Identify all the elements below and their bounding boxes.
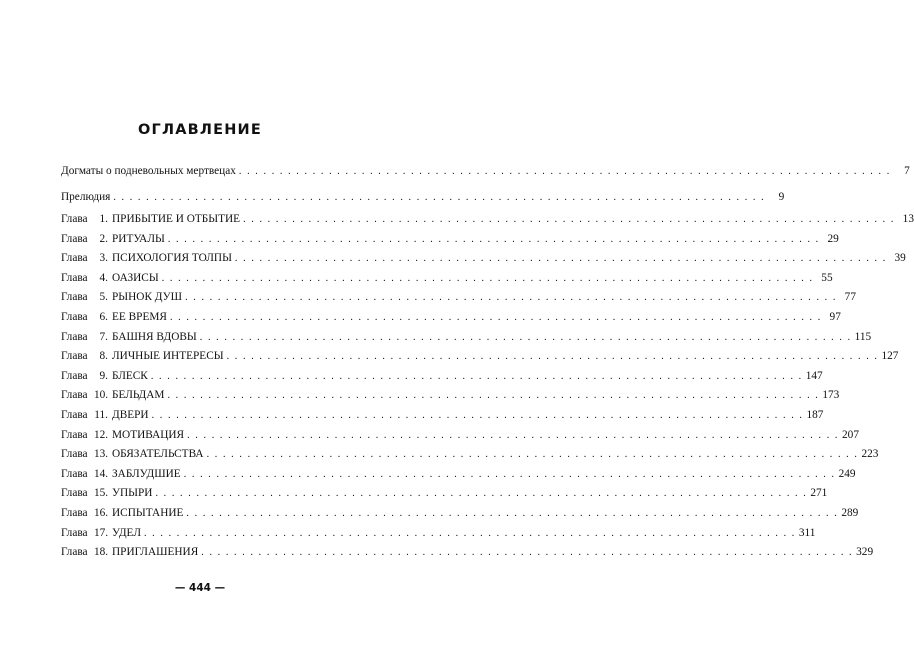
entry-page: 127: [881, 350, 899, 363]
entry-page: 329: [856, 546, 874, 559]
toc-entry-chapter: [61, 251, 906, 266]
chapter-word: Глава: [61, 409, 88, 421]
entry-title: БЛЕСК: [112, 369, 148, 382]
entry-page: 271: [810, 487, 828, 500]
toc-entry-chapter: [61, 408, 824, 423]
chapter-number: 1.: [99, 213, 108, 225]
page-number: — 444 —: [174, 582, 226, 594]
entry-page: 249: [838, 467, 856, 480]
entry-title: Прелюдия: [61, 191, 111, 203]
chapter-word: Глава: [61, 428, 88, 441]
entry-page: 9: [778, 191, 785, 203]
chapter-number: 8.: [99, 350, 108, 363]
chapter-number: 13.: [94, 448, 109, 461]
entry-page: 187: [806, 409, 824, 421]
entry-title: БАШНЯ ВДОВЫ: [112, 330, 197, 343]
entry-page: 39: [894, 252, 906, 265]
toc-entry-chapter: [61, 349, 899, 364]
dot-leader: . . . . . . . . . . . . . . . . . . . . . . . . . . . . . . . . . . . . . . . . . . . . . . . . . . . . . . . . . . . . . . . . . . . . . . . . . . . . . . . .: [167, 233, 820, 245]
dot-leader: . . . . . . . . . . . . . . . . . . . . . . . . . . . . . . . . . . . . . . . . . . . . . . . . . . . . . . . . . . . . . . . . . . . . . . . . . . . . . . . .: [185, 292, 837, 304]
toc-entry-chapter: [61, 388, 840, 403]
chapter-number: 18.: [94, 546, 109, 559]
chapter-number: 16.: [94, 507, 109, 519]
dot-leader: . . . . . . . . . . . . . . . . . . . . . . . . . . . . . . . . . . . . . . . . . . . . . . . . . . . . . . . . . . . . . . . . . . . . . . . . . . . . . . . .: [155, 488, 808, 500]
chapter-number: 4.: [99, 271, 108, 284]
chapter-number: 11.: [94, 409, 108, 421]
entry-page: 289: [841, 507, 859, 519]
chapter-number: 9.: [99, 369, 108, 382]
dot-leader: . . . . . . . . . . . . . . . . . . . . . . . . . . . . . . . . . . . . . . . . . . . . . . . . . . . . . . . . . . . . . . . . . . . . . . . . . . . . . . . .: [243, 214, 895, 225]
toc-entry-chapter: [61, 545, 874, 560]
chapter-word: Глава: [61, 252, 88, 265]
toc-entry-chapter: [61, 506, 859, 521]
entry-page: 223: [861, 448, 879, 461]
toc-entry-chapter: [61, 271, 833, 286]
entry-page: 207: [842, 428, 859, 441]
chapter-word: Глава: [61, 369, 88, 382]
dot-leader: . . . . . . . . . . . . . . . . . . . . . . . . . . . . . . . . . . . . . . . . . . . . . . . . . . . . . . . . . . . . . . . . . . . . . . . . . . . . . . . .: [199, 331, 852, 343]
dot-leader: . . . . . . . . . . . . . . . . . . . . . . . . . . . . . . . . . . . . . . . . . . . . . . . . . . . . . . . . . . . . . . . . . . . . . . . . . . . . . . . .: [226, 351, 879, 363]
toc-entry-chapter: [61, 212, 914, 227]
toc-entry-chapter: [61, 526, 816, 541]
dot-leader: . . . . . . . . . . . . . . . . . . . . . . . . . . . . . . . . . . . . . . . . . . . . . . . . . . . . . . . . . . . . . . . . . . . . . . . . . . . . . . . .: [186, 508, 839, 519]
entry-page: 55: [821, 271, 833, 284]
toc-entry-front: [61, 164, 910, 179]
chapter-number: 3.: [99, 252, 108, 265]
entry-page: 115: [854, 330, 872, 343]
dot-leader: . . . . . . . . . . . . . . . . . . . . . . . . . . . . . . . . . . . . . . . . . . . . . . . . . . . . . . . . . . . . . . . . . . . . . . . . . . . . . . . .: [187, 429, 840, 441]
chapter-word: Глава: [61, 487, 88, 500]
entry-title: УДЕЛ: [112, 526, 141, 539]
entry-title: ОАЗИСЫ: [112, 271, 159, 284]
toc-entry-chapter: [61, 447, 879, 462]
entry-title: МОТИВАЦИЯ: [112, 428, 185, 441]
entry-title: ИСПЫТАНИЕ: [112, 507, 184, 519]
entry-title: ЛИЧНЫЕ ИНТЕРЕСЫ: [112, 350, 224, 363]
entry-title: РИТУАЛЫ: [112, 232, 165, 245]
dot-leader: . . . . . . . . . . . . . . . . . . . . . . . . . . . . . . . . . . . . . . . . . . . . . . . . . . . . . . . . . . . . . . . . . . . . . . . . . . . . . . . .: [206, 449, 859, 461]
dot-leader: . . . . . . . . . . . . . . . . . . . . . . . . . . . . . . . . . . . . . . . . . . . . . . . . . . . . . . . . . . . . . . . . . . . . . . . . . . . . . . . .: [113, 192, 766, 203]
toc-entry-chapter: [61, 486, 828, 501]
toc-entry-front: [61, 190, 785, 205]
entry-title: ЗАБЛУДШИЕ: [112, 467, 181, 480]
chapter-word: Глава: [61, 448, 88, 461]
entry-page: 97: [829, 311, 841, 323]
toc-entry-chapter: [61, 310, 841, 325]
dot-leader: . . . . . . . . . . . . . . . . . . . . . . . . . . . . . . . . . . . . . . . . . . . . . . . . . . . . . . . . . . . . . . . . . . . . . . . . . . . . . . . .: [143, 527, 796, 539]
entry-title: Догматы о подневольных мертвецах: [61, 165, 236, 177]
dot-leader: . . . . . . . . . . . . . . . . . . . . . . . . . . . . . . . . . . . . . . . . . . . . . . . . . . . . . . . . . . . . . . . . . . . . . . . . . . . . . . . .: [234, 253, 887, 265]
chapter-word: Глава: [61, 213, 88, 225]
chapter-word: Глава: [61, 232, 88, 245]
toc-entry-chapter: [61, 330, 872, 345]
chapter-number: 12.: [94, 428, 109, 441]
entry-page: 311: [798, 526, 816, 539]
entry-title: УПЫРИ: [112, 487, 153, 500]
chapter-word: Глава: [61, 330, 88, 343]
chapter-number: 6.: [99, 311, 108, 323]
entry-page: 29: [827, 232, 839, 245]
entry-page: 77: [844, 291, 856, 304]
chapter-word: Глава: [61, 526, 88, 539]
chapter-number: 7.: [99, 330, 108, 343]
chapter-number: 17.: [94, 526, 109, 539]
entry-title: ПРИБЫТИЕ И ОТБЫТИЕ: [112, 213, 241, 225]
dot-leader: . . . . . . . . . . . . . . . . . . . . . . . . . . . . . . . . . . . . . . . . . . . . . . . . . . . . . . . . . . . . . . . . . . . . . . . . . . . . . . . .: [161, 272, 814, 284]
chapter-word: Глава: [61, 291, 88, 304]
entry-page: 13: [902, 213, 914, 225]
entry-page: 173: [822, 389, 840, 402]
chapter-number: 15.: [94, 487, 109, 500]
dot-leader: . . . . . . . . . . . . . . . . . . . . . . . . . . . . . . . . . . . . . . . . . . . . . . . . . . . . . . . . . . . . . . . . . . . . . . . . . . . . . . . .: [167, 390, 820, 402]
chapter-word: Глава: [61, 507, 88, 519]
entry-title: БЕЛЬДАМ: [112, 389, 165, 402]
entry-title: ПРИГЛАШЕНИЯ: [112, 546, 199, 559]
dot-leader: . . . . . . . . . . . . . . . . . . . . . . . . . . . . . . . . . . . . . . . . . . . . . . . . . . . . . . . . . . . . . . . . . . . . . . . . . . . . . . . .: [183, 468, 836, 480]
entry-page: 147: [805, 369, 823, 382]
entry-title: ОБЯЗАТЕЛЬСТВА: [112, 448, 204, 461]
chapter-word: Глава: [61, 311, 88, 323]
chapter-number: 2.: [99, 232, 108, 245]
chapter-number: 5.: [99, 291, 108, 304]
chapter-word: Глава: [61, 546, 88, 559]
entry-title: РЫНОК ДУШ: [112, 291, 183, 304]
chapter-word: Глава: [61, 389, 88, 402]
chapter-word: Глава: [61, 271, 88, 284]
dot-leader: . . . . . . . . . . . . . . . . . . . . . . . . . . . . . . . . . . . . . . . . . . . . . . . . . . . . . . . . . . . . . . . . . . . . . . . . . . . . . . . .: [150, 370, 803, 382]
chapter-number: 14.: [94, 467, 109, 480]
dot-leader: . . . . . . . . . . . . . . . . . . . . . . . . . . . . . . . . . . . . . . . . . . . . . . . . . . . . . . . . . . . . . . . . . . . . . . . . . . . . . . . .: [151, 410, 804, 421]
entry-title: ДВЕРИ: [112, 409, 149, 421]
chapter-word: Глава: [61, 467, 88, 480]
dot-leader: . . . . . . . . . . . . . . . . . . . . . . . . . . . . . . . . . . . . . . . . . . . . . . . . . . . . . . . . . . . . . . . . . . . . . . . . . . . . . . . .: [238, 166, 891, 177]
toc-entry-chapter: [61, 428, 859, 443]
toc-title: ОГЛАВЛЕНИЕ: [137, 122, 262, 138]
entry-title: ПСИХОЛОГИЯ ТОЛПЫ: [112, 252, 232, 265]
entry-page: 7: [904, 165, 910, 177]
toc-entry-chapter: [61, 369, 823, 384]
toc-entry-chapter: [61, 467, 856, 482]
dot-leader: . . . . . . . . . . . . . . . . . . . . . . . . . . . . . . . . . . . . . . . . . . . . . . . . . . . . . . . . . . . . . . . . . . . . . . . . . . . . . . . .: [201, 547, 854, 559]
dot-leader: . . . . . . . . . . . . . . . . . . . . . . . . . . . . . . . . . . . . . . . . . . . . . . . . . . . . . . . . . . . . . . . . . . . . . . . . . . . . . . . .: [169, 312, 822, 323]
toc-entry-chapter: [61, 290, 856, 305]
chapter-word: Глава: [61, 350, 88, 363]
chapter-number: 10.: [94, 389, 109, 402]
entry-title: ЕЕ ВРЕМЯ: [112, 311, 167, 323]
toc-entry-chapter: [61, 232, 839, 247]
